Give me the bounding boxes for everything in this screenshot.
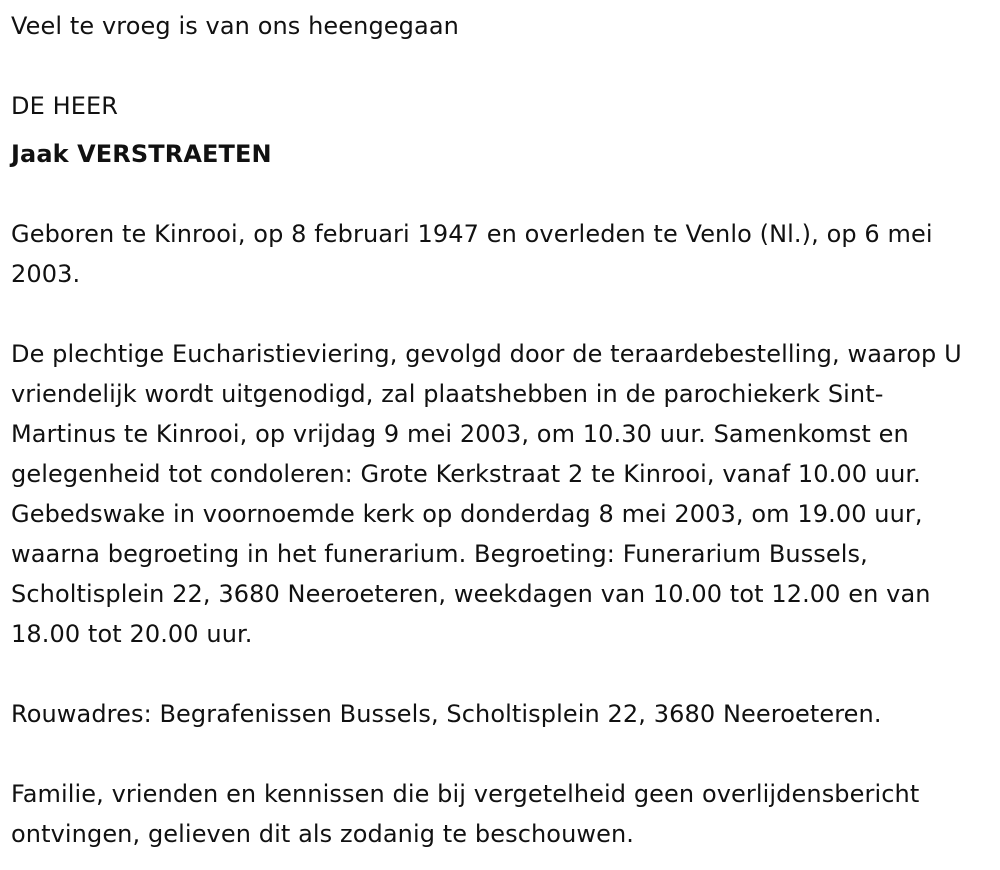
ceremony-paragraph: De plechtige Eucharistieviering, gevolgd door de teraardebestelling, waarop U vriendelijk wordt uitgenodigd, zal plaatshebben in de parochiekerk Sint-Martinus te Kinrooi, op vrijdag 9 mei 2003, om 10.30 uur. Samenkomst en gelegenheid tot condoleren: Grote Kerkstraat 2 te Kinrooi, vanaf 10.00 uur. Gebedswake in voornoemde kerk op donderdag 8 mei 2003, om 19.00 uur, waarna begroeting in het funerarium. Begroeting: Funerarium Bussels, Scholtisplein 22, 3680 Neeroeteren, weekdagen van 10.00 tot 12.00 en van 18.00 tot 20.00 uur.: [11, 340, 962, 648]
honorific-title: DE HEER: [11, 92, 119, 120]
mourning-address: Rouwadres: Begrafenissen Bussels, Scholtisplein 22, 3680 Neeroeteren.: [11, 700, 882, 728]
birth-death-paragraph: Geboren te Kinrooi, op 8 februari 1947 en overleden te Venlo (Nl.), op 6 mei 2003.: [11, 220, 933, 288]
spacer: [11, 294, 986, 334]
deceased-name: Jaak VERSTRAETEN: [11, 140, 272, 168]
closing-paragraph: Familie, vrienden en kennissen die bij vergetelheid geen overlijdensbericht ontvingen, gelieven dit als zodanig te beschouwen.: [11, 780, 920, 848]
obituary-notice: [11, 6, 986, 854]
spacer: [11, 174, 986, 214]
spacer: [11, 734, 986, 774]
spacer: [11, 46, 986, 86]
intro-line: Veel te vroeg is van ons heengegaan: [11, 12, 459, 40]
spacer: [11, 654, 986, 694]
